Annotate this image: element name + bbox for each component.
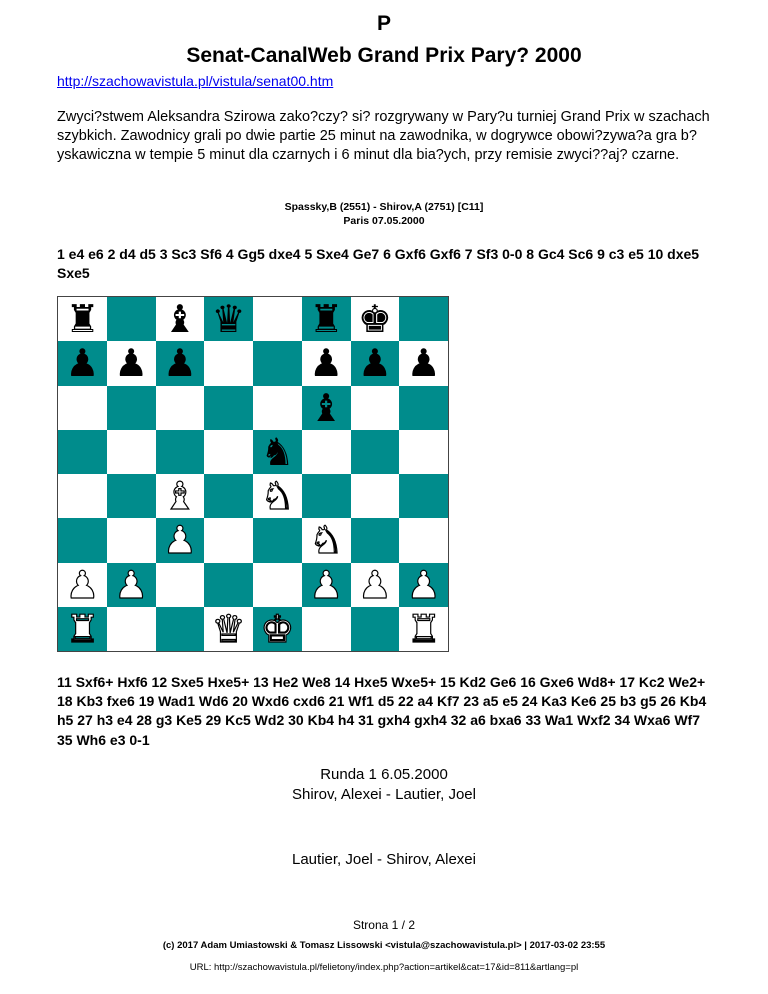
- square-f4: [302, 474, 351, 518]
- black-bishop-icon: ♝: [162, 297, 197, 342]
- square-e4: [253, 474, 302, 518]
- white-knight-icon: ♞: [309, 518, 344, 563]
- square-h7: [399, 341, 448, 385]
- square-c1: [156, 607, 205, 651]
- square-f3: [302, 518, 351, 562]
- square-d6: [204, 386, 253, 430]
- square-d4: [204, 474, 253, 518]
- square-d1: [204, 607, 253, 651]
- white-pawn-icon: ♟: [357, 562, 392, 607]
- white-knight-icon: ♞: [260, 474, 295, 519]
- square-g7: [351, 341, 400, 385]
- square-c8: [156, 297, 205, 341]
- black-pawn-icon: ♟: [357, 341, 392, 386]
- square-f5: [302, 430, 351, 474]
- square-c4: [156, 474, 205, 518]
- square-c3: [156, 518, 205, 562]
- black-queen-icon: ♛: [211, 297, 246, 342]
- square-f2: [302, 563, 351, 607]
- square-b4: [107, 474, 156, 518]
- round-date: Runda 1 6.05.2000: [320, 766, 448, 783]
- black-pawn-icon: ♟: [309, 341, 344, 386]
- square-b6: [107, 386, 156, 430]
- black-king-icon: ♚: [357, 297, 392, 342]
- white-pawn-icon: ♟: [162, 518, 197, 563]
- square-f1: [302, 607, 351, 651]
- moves-part2: 11 Sxf6+ Hxf6 12 Sxe5 Hxe5+ 13 He2 We8 14 Hxe5 Wxe5+ 15 Kd2 Ge6 16 Gxe6 Wd8+ 17 Kc2 We2+ 18 Kb3 fxe6 19 Wad1 Wd6 20 Wxd6 cxd6 21 Wf1 d5 22 a4 Kf7 23 a5 e5 24 Ka3 Ke6 25 b3 g5 26 Kb4 h5 27 h3 e4 28 g3 Ke5 29 Kc5 Wd2 30 Kb4 h4 31 gxh4 gxh4 32 a6 bxa6 33 Wa1 Wxf2 34 Wxa6 Wf7 35 Wh6 e3 0-1: [57, 674, 707, 748]
- square-h5: [399, 430, 448, 474]
- square-h2: [399, 563, 448, 607]
- black-pawn-icon: ♟: [162, 341, 197, 386]
- black-pawn-icon: ♟: [406, 341, 441, 386]
- square-e5: [253, 430, 302, 474]
- square-a6: [58, 386, 107, 430]
- page-title: Senat-CanalWeb Grand Prix Pary? 2000: [186, 44, 582, 67]
- square-b5: [107, 430, 156, 474]
- square-g5: [351, 430, 400, 474]
- round-game: Shirov, Alexei - Lautier, Joel: [292, 786, 476, 803]
- game-players: Spassky,B (2551) - Shirov,A (2751) [C11]: [284, 201, 484, 213]
- square-g4: [351, 474, 400, 518]
- square-b2: [107, 563, 156, 607]
- black-pawn-icon: ♟: [114, 341, 149, 386]
- second-game-title: Lautier, Joel - Shirov, Alexei: [292, 851, 476, 868]
- black-rook-icon: ♜: [309, 297, 344, 342]
- square-f8: [302, 297, 351, 341]
- white-bishop-icon: ♝: [162, 474, 197, 519]
- square-e7: [253, 341, 302, 385]
- square-a1: [58, 607, 107, 651]
- square-g6: [351, 386, 400, 430]
- intro-paragraph: Zwyci?stwem Aleksandra Szirowa zako?czy? si? rozgrywany w Pary?u turniej Grand Prix w szachach szybkich. Zawodnicy grali po dwie partie 25 minut na zawodnika, w dogrywce obowi?zywa?a gra b?yskawiczna w tempie 5 minut dla czarnych i 6 minut dla bia?ych, przy remisie zwyci??aj? czarne.: [57, 109, 710, 163]
- square-d7: [204, 341, 253, 385]
- copyright-line: (c) 2017 Adam Umiastowski & Tomasz Lissowski <vistula@szachowavistula.pl> | 2017-03-02 23:55: [162, 940, 606, 951]
- white-rook-icon: ♜: [406, 606, 441, 651]
- moves-part1: 1 e4 e6 2 d4 d5 3 Sc3 Sf6 4 Gg5 dxe4 5 Sxe4 Ge7 6 Gxf6 Gxf6 7 Sf3 0-0 8 Gc4 Sc6 9 c3 e5 10 dxe5 Sxe5: [57, 246, 700, 282]
- chess-board: [57, 296, 449, 652]
- white-pawn-icon: ♟: [114, 562, 149, 607]
- square-e6: [253, 386, 302, 430]
- square-c6: [156, 386, 205, 430]
- white-pawn-icon: ♟: [309, 562, 344, 607]
- round-info: [0, 765, 768, 805]
- game-place-date: Paris 07.05.2000: [343, 215, 425, 227]
- square-d3: [204, 518, 253, 562]
- square-h8: [399, 297, 448, 341]
- square-c7: [156, 341, 205, 385]
- square-d2: [204, 563, 253, 607]
- footer-url: URL: http://szachowavistula.pl/felietony/index.php?action=artikel&cat=17&id=811&artlang=pl: [189, 962, 579, 973]
- black-pawn-icon: ♟: [65, 341, 100, 386]
- square-a2: [58, 563, 107, 607]
- square-b8: [107, 297, 156, 341]
- white-king-icon: ♚: [260, 606, 295, 651]
- square-h1: [399, 607, 448, 651]
- square-c2: [156, 563, 205, 607]
- square-h4: [399, 474, 448, 518]
- square-g1: [351, 607, 400, 651]
- square-g8: [351, 297, 400, 341]
- white-queen-icon: ♛: [211, 606, 246, 651]
- square-h3: [399, 518, 448, 562]
- black-bishop-icon: ♝: [309, 385, 344, 430]
- square-e8: [253, 297, 302, 341]
- square-e2: [253, 563, 302, 607]
- square-a7: [58, 341, 107, 385]
- white-rook-icon: ♜: [65, 606, 100, 651]
- white-pawn-icon: ♟: [406, 562, 441, 607]
- square-a3: [58, 518, 107, 562]
- black-knight-icon: ♞: [260, 429, 295, 474]
- square-e3: [253, 518, 302, 562]
- square-e1: [253, 607, 302, 651]
- square-d5: [204, 430, 253, 474]
- white-pawn-icon: ♟: [65, 562, 100, 607]
- square-b1: [107, 607, 156, 651]
- square-a5: [58, 430, 107, 474]
- square-d8: [204, 297, 253, 341]
- square-a4: [58, 474, 107, 518]
- square-c5: [156, 430, 205, 474]
- black-rook-icon: ♜: [65, 297, 100, 342]
- square-a8: [58, 297, 107, 341]
- page-number: Strona 1 / 2: [352, 918, 416, 932]
- square-f7: [302, 341, 351, 385]
- source-link[interactable]: http://szachowavistula.pl/vistula/senat00.htm: [57, 73, 334, 89]
- square-h6: [399, 386, 448, 430]
- square-b7: [107, 341, 156, 385]
- square-g2: [351, 563, 400, 607]
- header-letter: P: [376, 12, 391, 35]
- game-header: [0, 200, 768, 228]
- square-g3: [351, 518, 400, 562]
- square-b3: [107, 518, 156, 562]
- square-f6: [302, 386, 351, 430]
